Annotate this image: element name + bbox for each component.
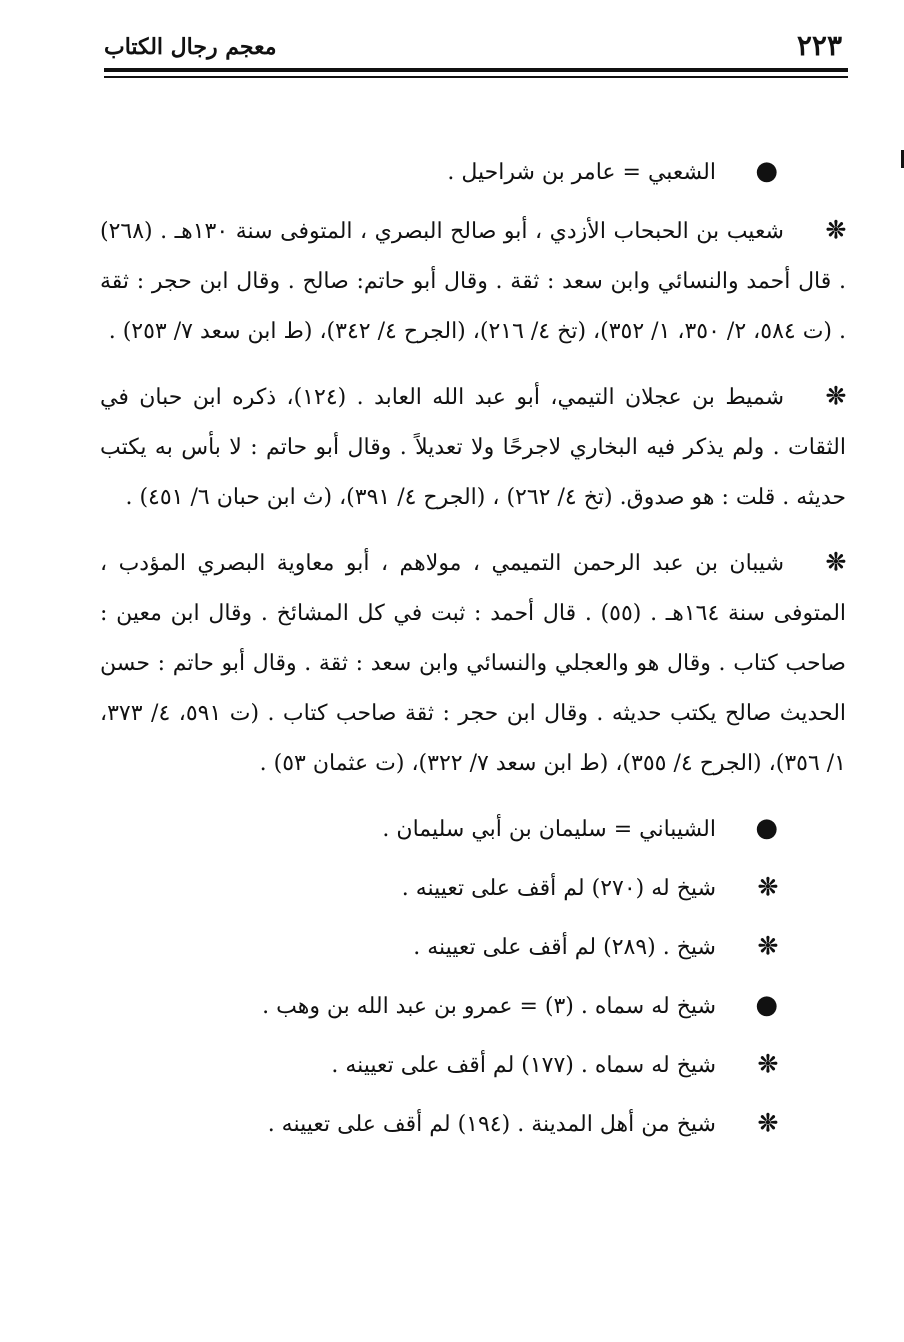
running-header	[100, 28, 848, 64]
entries-list	[100, 146, 846, 1157]
asterisk-icon: ❊	[757, 1108, 778, 1137]
entry-text: شيخ من أهل المدينة . (١٩٤) لم أقف على تعيينه .	[267, 1112, 716, 1137]
book-title: معجم رجال الكتاب	[104, 34, 277, 60]
cross-reference-entry	[100, 146, 846, 198]
narrator-entry	[100, 537, 846, 789]
entry-text: شيبان بن عبد الرحمن التميمي ، مولاهم ، أبو معاوية البصري المؤدب ، المتوفى سنة ١٦٤هـ . (٥٥) . قال أحمد : ثبت في كل المشائخ . وقال ابن معين : صاحب كتاب . وقال هو والعجلي والنسائي وابن سعد : ثقة . وقال أبو حاتم : حسن الحديث صالح يكتب حديثه . وقال ابن حجر : ثقة صاحب كتاب . (ت ٥٩١، ٤/ ٣٧٣، ١/ ٣٥٦)، (الجرح ٤/ ٣٥٥)، (ط ابن سعد ٧/ ٣٢٢)، (ت عثمان ٥٣) .	[100, 551, 847, 776]
asterisk-icon: ❊	[757, 931, 778, 960]
cross-reference-entry	[100, 803, 846, 855]
entry-text: شعيب بن الحبحاب الأزدي ، أبو صالح البصري ، المتوفى سنة ١٣٠هـ . (٢٦٨) . قال أحمد والنسائي وابن سعد : ثقة . وقال أبو حاتم: صالح . وقال ابن حجر : ثقة . (ت ٥٨٤، ٢/ ٣٥٠، ١/ ٣٥٢)، (تخ ٤/ ٢١٦)، (الجرح ٤/ ٣٤٢)، (ط ابن سعد ٧/ ٢٥٣) .	[100, 219, 846, 344]
narrator-entry	[100, 862, 846, 914]
page-number: ٢٢٣	[796, 29, 842, 62]
entry-text: الشيباني = سليمان بن أبي سليمان .	[382, 817, 716, 842]
entry-text: شيخ . (٢٨٩) لم أقف على تعيينه .	[413, 935, 716, 960]
entry-text: الشعبي = عامر بن شراحيل .	[447, 160, 716, 185]
narrator-entry	[100, 371, 846, 523]
entry-text: شيخ له (٢٧٠) لم أقف على تعيينه .	[401, 876, 716, 901]
bullet-icon: ●	[755, 990, 778, 1020]
asterisk-icon: ❊	[825, 381, 846, 410]
bullet-icon: ●	[755, 813, 778, 843]
header-rule-thick	[104, 68, 848, 72]
bullet-icon: ●	[755, 156, 778, 186]
asterisk-icon: ❊	[825, 215, 846, 244]
header-rule-thin	[104, 76, 848, 78]
asterisk-icon: ❊	[757, 1049, 778, 1078]
entry-text: شيخ له سماه . (٣) = عمرو بن عبد الله بن وهب .	[262, 994, 716, 1019]
entry-text: شميط بن عجلان التيمي، أبو عبد الله العابد . (١٢٤)، ذكره ابن حبان في الثقات . ولم يذكر فيه البخاري لاجرحًا ولا تعديلاً . وقال أبو حاتم : لا بأس به يكتب حديثه . قلت : هو صدوق. (تخ ٤/ ٢٦٢) ، (الجرح ٤/ ٣٩١)، (ث ابن حبان ٦/ ٤٥١) .	[100, 385, 846, 510]
narrator-entry	[100, 205, 846, 357]
asterisk-icon: ❊	[825, 547, 846, 576]
asterisk-icon: ❊	[757, 872, 778, 901]
narrator-entry	[100, 1098, 846, 1150]
entry-text: شيخ له سماه . (١٧٧) لم أقف على تعيينه .	[331, 1053, 716, 1078]
narrator-entry	[100, 921, 846, 973]
cross-reference-entry	[100, 980, 846, 1032]
narrator-entry	[100, 1039, 846, 1091]
